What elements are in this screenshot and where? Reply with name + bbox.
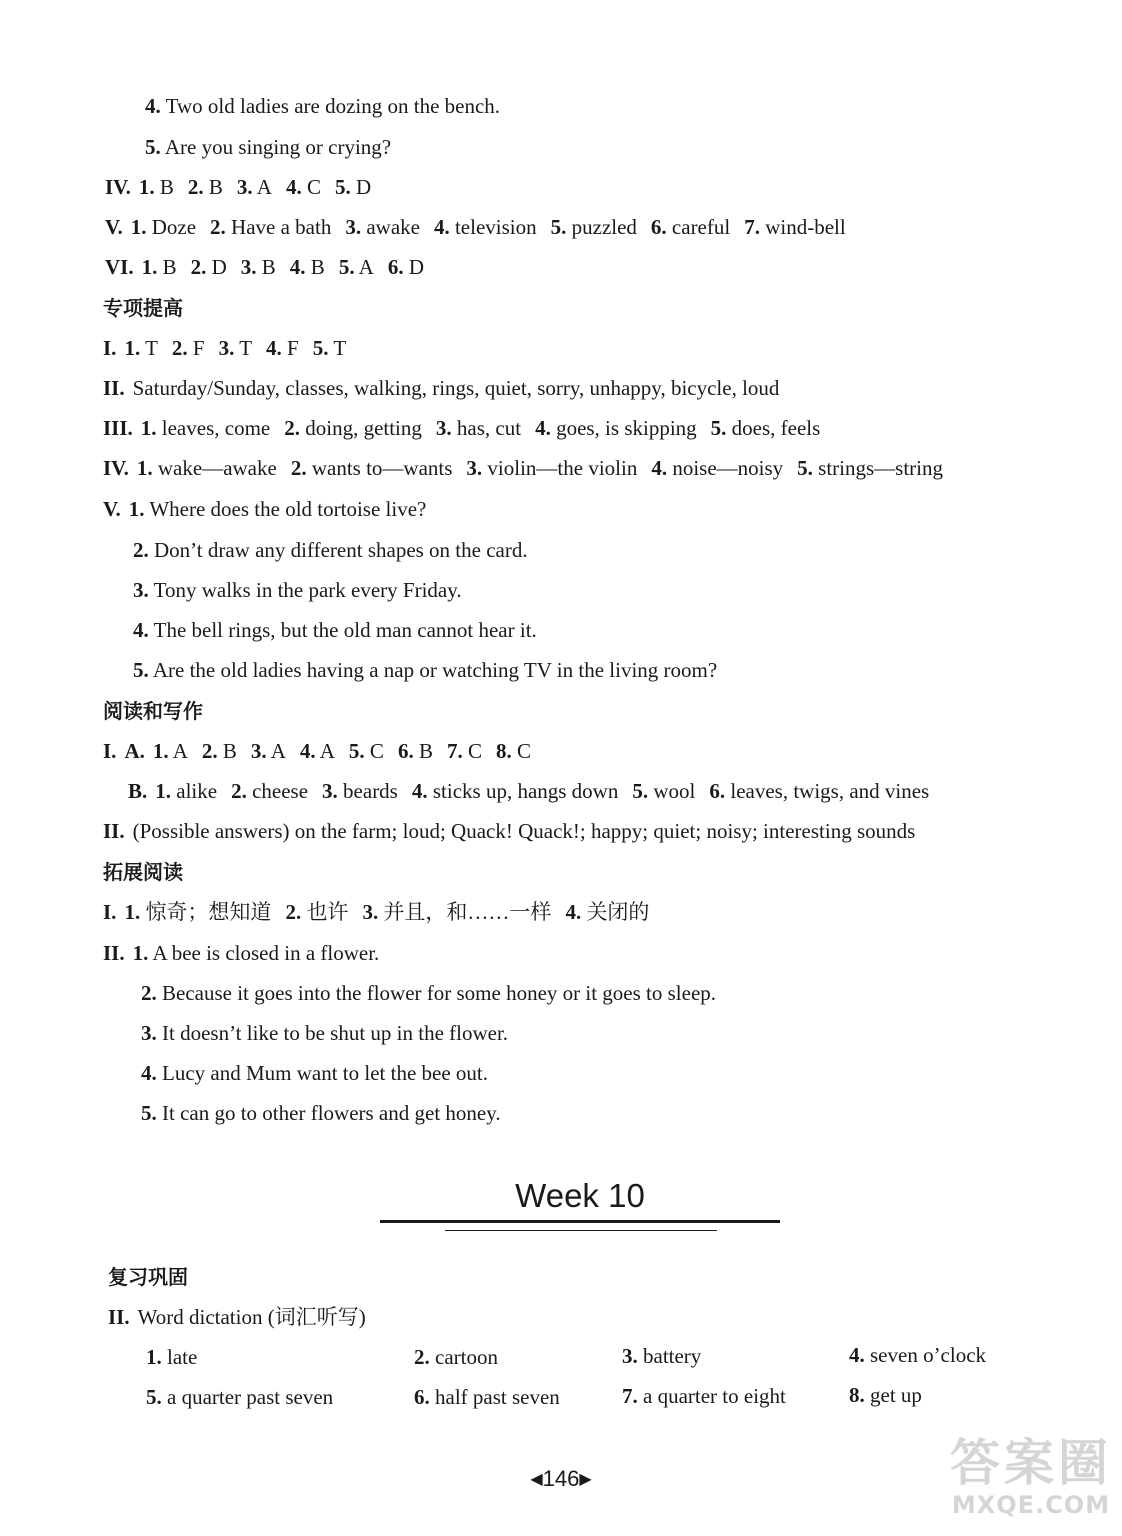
section-heading-tuozhan: 拓展阅读	[103, 860, 183, 884]
answer-item: 6. careful	[650, 215, 731, 239]
answer-item: 5. does, feels	[710, 416, 821, 440]
answer-item: 3. A	[236, 175, 272, 199]
answer-row-yd-II: II. (Possible answers) on the farm; loud; Quack! Quack!; happy; quiet; noisy; interesting sounds	[103, 819, 916, 843]
answer-item: 8. C	[495, 739, 531, 763]
answer-item: 2. B	[187, 175, 223, 199]
dictation-word: 8. get up	[849, 1383, 922, 1407]
answer-item: 3. 并且，和……一样	[362, 900, 552, 924]
answer-row-yd-IB: B. 1. alike 2. cheese 3. beards 4. sticks up, hangs down 5. wool 6. leaves, twigs, and vines	[128, 779, 930, 803]
answer-item: 6. D	[387, 255, 424, 279]
answer-item: 3. has, cut	[435, 416, 522, 440]
answer-row-IV: IV. 1. B 2. B 3. A 4. C 5. D	[105, 175, 372, 199]
answer-tz-II-2: 2. Because it goes into the flower for some honey or it goes to sleep.	[141, 981, 717, 1005]
answer-item: 3. T	[218, 336, 253, 360]
answer-zx-V-5: 5. Are the old ladies having a nap or watching TV in the living room?	[133, 658, 718, 682]
answer-item: 2. doing, getting	[284, 416, 422, 440]
answer-row-zx-IV: IV. 1. wake—awake 2. wants to—wants 3. violin—the violin 4. noise—noisy 5. strings—string	[103, 456, 944, 480]
answer-item: 4. 关闭的	[565, 900, 650, 924]
answer-item: 3. violin—the violin	[466, 456, 638, 480]
dictation-word: 4. seven o’clock	[849, 1343, 987, 1367]
answer-item: 1. B	[138, 175, 174, 199]
answer-item: 1. leaves, come	[140, 416, 271, 440]
dictation-word: 6. half past seven	[414, 1385, 560, 1409]
answer-item: 3. awake	[345, 215, 420, 239]
answer-item: 4. C	[285, 175, 321, 199]
answer-zx-V-2: 2. Don’t draw any different shapes on the card.	[133, 538, 528, 562]
answer-item: 1. T	[124, 336, 158, 360]
week-title: Week 10	[515, 1177, 645, 1214]
answer-row-tz-II: II. 1. A bee is closed in a flower.	[103, 941, 380, 965]
answer-tz-II-3: 3. It doesn’t like to be shut up in the flower.	[141, 1021, 509, 1045]
watermark-logo: 答案圈 MXQE.COM	[950, 1434, 1112, 1519]
answer-item: 6. leaves, twigs, and vines	[709, 779, 930, 803]
answer-item: 5. A	[338, 255, 374, 279]
answer-item: 5. wool	[632, 779, 696, 803]
answer-item: 3. B	[240, 255, 276, 279]
right-triangle-icon: ▶	[579, 1471, 592, 1488]
section-heading-fuxi: 复习巩固	[108, 1265, 188, 1289]
answer-row-yd-IA: I. A. 1. A 2. B 3. A 4. A 5. C 6. B 7. C 8. C	[103, 739, 531, 763]
answer-item: 2. 也许	[285, 900, 349, 924]
answer-item: 4. goes, is skipping	[535, 416, 697, 440]
answer-item: 1. alike	[155, 779, 218, 803]
answer-tz-II-5: 5. It can go to other flowers and get honey.	[141, 1101, 501, 1125]
section-heading-zhuanxiang: 专项提高	[103, 296, 183, 320]
answer-item: 1. 惊奇；想知道	[124, 900, 272, 924]
dictation-word: 7. a quarter to eight	[622, 1384, 786, 1408]
answer-row-V: V. 1. Doze 2. Have a bath 3. awake 4. television 5. puzzled 6. careful 7. wind-bell	[105, 215, 846, 239]
answer-item: 3. beards	[322, 779, 398, 803]
answer-item: 4. sticks up, hangs down	[411, 779, 619, 803]
answer-row-zx-V: V. 1. Where does the old tortoise live?	[103, 497, 427, 521]
answer-item: 4. F	[266, 336, 299, 360]
top-item-5: 5. Are you singing or crying?	[145, 135, 392, 159]
answer-row-zx-III: III. 1. leaves, come 2. doing, getting 3. has, cut 4. goes, is skipping 5. does, feels	[103, 416, 821, 440]
answer-item: 1. Doze	[130, 215, 197, 239]
dictation-heading: II. Word dictation (词汇听写)	[108, 1305, 366, 1329]
page-number: ◀146▶	[530, 1466, 592, 1491]
answer-item: 2. Have a bath	[210, 215, 332, 239]
title-rule-thick	[380, 1220, 780, 1223]
answer-item: 5. D	[334, 175, 372, 199]
answer-row-zx-II: II. Saturday/Sunday, classes, walking, rings, quiet, sorry, unhappy, bicycle, loud	[103, 376, 780, 400]
answer-zx-V-3: 3. Tony walks in the park every Friday.	[133, 578, 462, 602]
answer-item: 4. noise—noisy	[651, 456, 784, 480]
section-heading-yuedu: 阅读和写作	[103, 699, 203, 723]
answer-tz-II-4: 4. Lucy and Mum want to let the bee out.	[141, 1061, 489, 1085]
dictation-word: 2. cartoon	[414, 1345, 498, 1369]
answer-item: 2. cheese	[231, 779, 309, 803]
answer-item: 4. A	[299, 739, 335, 763]
answer-item: 5. strings—string	[797, 456, 944, 480]
answer-item: 2. B	[201, 739, 237, 763]
answer-item: 4. B	[289, 255, 325, 279]
answer-item: 3. A	[250, 739, 286, 763]
answer-item: 4. television	[433, 215, 537, 239]
answer-item: 1. wake—awake	[136, 456, 277, 480]
answer-item: 5. T	[312, 336, 347, 360]
answer-item: 7. C	[446, 739, 482, 763]
answer-item: 5. puzzled	[550, 215, 637, 239]
top-item-4: 4. Two old ladies are dozing on the bench.	[145, 94, 501, 118]
answer-item: 2. F	[171, 336, 205, 360]
dictation-word: 5. a quarter past seven	[146, 1385, 334, 1409]
answer-item: 5. C	[348, 739, 384, 763]
title-rule-thin	[445, 1230, 717, 1231]
answer-item: 1. B	[141, 255, 177, 279]
dictation-word: 1. late	[146, 1345, 198, 1369]
answer-item: 2. D	[190, 255, 227, 279]
answer-row-zx-I: I. 1. T 2. F 3. T 4. F 5. T	[103, 336, 347, 360]
dictation-word: 3. battery	[622, 1344, 702, 1368]
answer-item: 2. wants to—wants	[290, 456, 453, 480]
answer-item: 7. wind-bell	[744, 215, 846, 239]
answer-item: 1. A	[152, 739, 188, 763]
answer-row-tz-I: I. 1. 惊奇；想知道 2. 也许 3. 并且，和……一样 4. 关闭的	[103, 900, 650, 924]
answer-zx-V-4: 4. The bell rings, but the old man cannot hear it.	[133, 618, 537, 642]
answer-row-VI: VI. 1. B 2. D 3. B 4. B 5. A 6. D	[105, 255, 424, 279]
left-triangle-icon: ◀	[530, 1471, 543, 1488]
answer-item: 6. B	[397, 739, 433, 763]
